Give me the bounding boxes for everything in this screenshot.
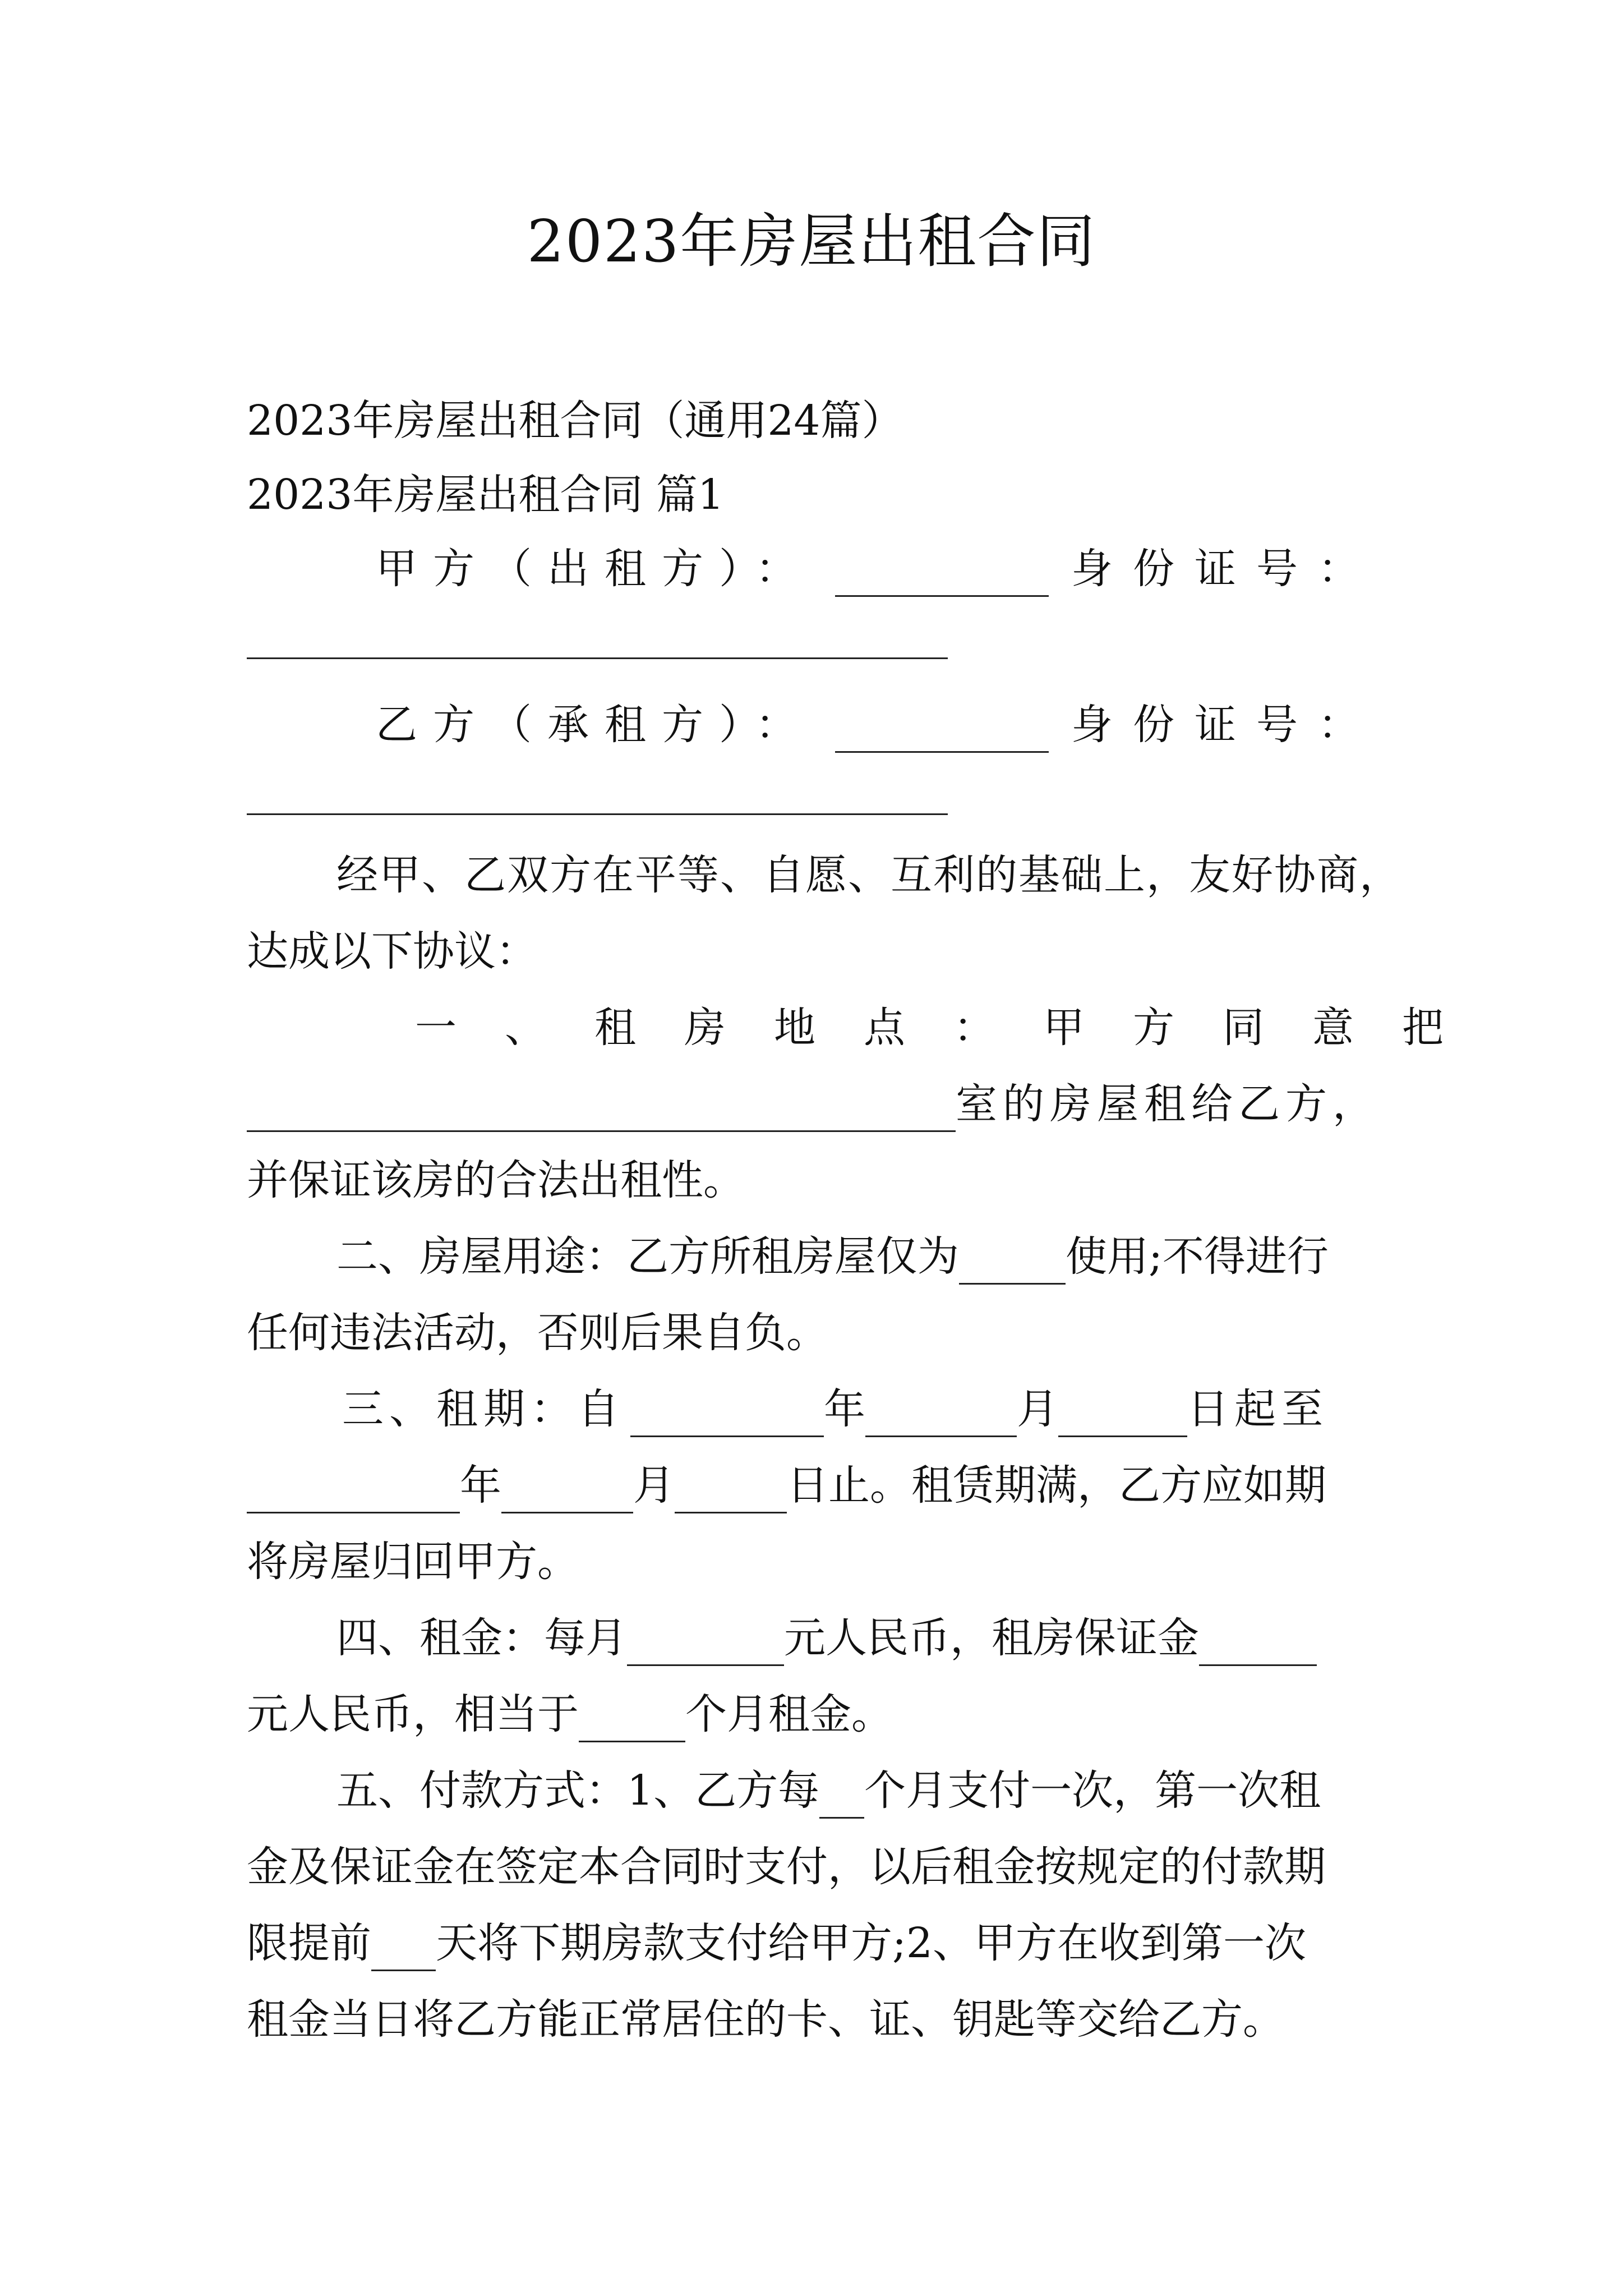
chapter-heading: 2023年房屋出租合同 篇1 xyxy=(247,471,724,519)
clause-1-line-1: 一、租房地点：甲方同意把 xyxy=(415,1004,1492,1052)
pay-interval-blank xyxy=(819,1774,864,1819)
clause-3-from: 三、租期：自 xyxy=(342,1385,625,1433)
deposit-months-blank xyxy=(579,1698,685,1742)
clause-5-text-d: 天将下期房款支付给甲方;2、甲方在收到第一次 xyxy=(436,1919,1307,1967)
clause-1-line-3: 并保证该房的合法出租性。 xyxy=(247,1156,745,1204)
clause-2-line-2: 任何违法活动，否则后果自负。 xyxy=(247,1309,828,1357)
clause-3-line-3: 将房屋归回甲方。 xyxy=(247,1538,579,1586)
party-a-id-blank xyxy=(247,657,948,659)
clause-4-text-c: 元人民币，相当于 xyxy=(247,1690,579,1738)
intro-line-2: 达成以下协议： xyxy=(247,927,537,976)
usage-blank xyxy=(959,1240,1066,1285)
party-a-label: 甲方（出租方）： xyxy=(376,545,813,593)
address-blank xyxy=(247,1088,956,1132)
clause-5-text-c: 限提前 xyxy=(247,1919,371,1967)
clause-4-text-d: 个月租金。 xyxy=(685,1690,893,1738)
clause-4-text-a: 四、租金：每月 xyxy=(336,1614,627,1662)
end-day-blank xyxy=(675,1469,787,1513)
clause-5-line-2: 金及保证金在签定本合同时支付，以后租金按规定的付款期 xyxy=(247,1843,1326,1891)
clause-5-line-1 xyxy=(336,1763,1380,1819)
party-b-id-blank xyxy=(247,813,948,815)
party-a-line xyxy=(376,541,1380,597)
clause-4-line-1 xyxy=(336,1610,1380,1666)
clause-2-line-1 xyxy=(336,1228,1380,1285)
clause-3-year: 年 xyxy=(824,1385,865,1433)
document-subtitle: 2023年房屋出租合同（通用24篇） xyxy=(247,397,903,445)
clause-3-line-1 xyxy=(342,1381,1380,1437)
start-month-blank xyxy=(865,1393,1017,1437)
end-month-blank xyxy=(501,1469,633,1513)
intro-line-1: 经甲、乙双方在平等、自愿、互利的基础上，友好协商， xyxy=(336,851,1402,899)
clause-3-end-year: 年 xyxy=(460,1461,501,1510)
start-day-blank xyxy=(1058,1393,1187,1437)
party-b-id-label: 身份证号： xyxy=(1071,701,1380,749)
clause-3-line-2 xyxy=(247,1457,1380,1513)
party-b-label: 乙方（承租方）： xyxy=(376,701,813,749)
clause-5-line-4: 租金当日将乙方能正常居住的卡、证、钥匙等交给乙方。 xyxy=(247,1995,1284,2044)
document-title: 2023年房屋出租合同 xyxy=(527,207,1096,275)
party-b-name-blank xyxy=(835,708,1049,753)
clause-3-day-to: 日起至 xyxy=(1187,1385,1329,1433)
end-year-blank xyxy=(247,1469,460,1513)
advance-days-blank xyxy=(371,1927,436,1971)
party-a-name-blank xyxy=(835,553,1049,597)
start-year-blank xyxy=(630,1393,824,1437)
clause-5-text-b: 个月支付一次，第一次租 xyxy=(864,1766,1321,1815)
clause-5-line-3 xyxy=(247,1915,1380,1971)
clause-4-line-2 xyxy=(247,1686,1380,1742)
deposit-blank xyxy=(1199,1622,1317,1666)
clause-5-text-a: 五、付款方式：1、乙方每 xyxy=(336,1766,820,1815)
party-a-id-label: 身份证号： xyxy=(1071,545,1380,593)
party-b-line xyxy=(376,697,1380,753)
clause-2-text-b: 使用;不得进行 xyxy=(1066,1232,1329,1281)
clause-4-text-b: 元人民币，租房保证金 xyxy=(784,1614,1199,1662)
clause-1-line-2 xyxy=(247,1076,1380,1132)
clause-3-end-month: 月 xyxy=(633,1461,675,1510)
clause-3-month: 月 xyxy=(1017,1385,1058,1433)
clause-3-end-text: 日止。租赁期满，乙方应如期 xyxy=(787,1461,1326,1510)
clause-1-tail: 室的房屋租给乙方， xyxy=(956,1080,1380,1128)
clause-2-text-a: 二、房屋用途：乙方所租房屋仅为 xyxy=(336,1232,959,1281)
monthly-rent-blank xyxy=(627,1622,784,1666)
